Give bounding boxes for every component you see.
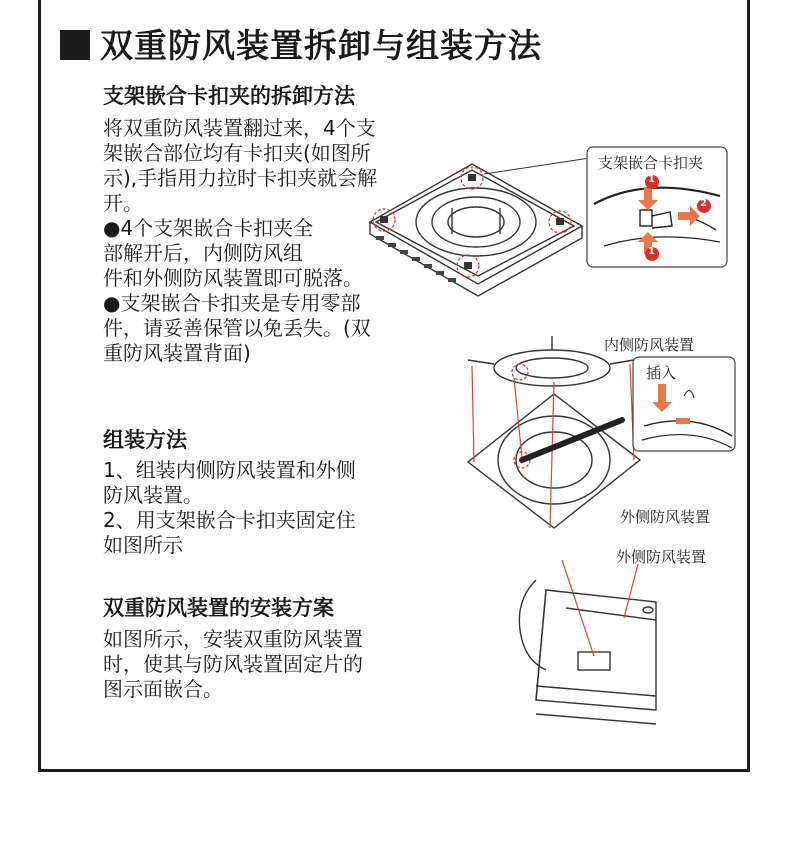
section-heading-removal: 支架嵌合卡扣夹的拆卸方法 — [103, 84, 355, 108]
outer-windshield-label-installation: 外侧防风装置 — [616, 548, 707, 566]
title-square-icon — [60, 30, 90, 60]
section-heading-assembly: 组装方法 — [103, 428, 187, 452]
step-marker-1-top: 1 — [648, 174, 655, 185]
step-marker-1-bottom: 1 — [648, 246, 655, 257]
section-heading-installation: 双重防风装置的安装方案 — [103, 596, 334, 620]
clip-callout-label: 支架嵌合卡扣夹 — [598, 154, 704, 172]
page-title-text: 双重防风装置拆卸与组装方法 — [100, 26, 542, 65]
outer-windshield-label-assembly: 外侧防风装置 — [620, 508, 711, 526]
installation-instructions: 如图所示，安装双重防风装置 时，使其与防风装置固定片的 图示面嵌合。 — [103, 627, 363, 701]
assembly-illustration — [462, 332, 642, 532]
insert-label: 插入 — [646, 364, 677, 382]
assembly-instructions: 1、组装内侧防风装置和外侧 防风装置。 2、用支架嵌合卡扣夹固定住 如图所示 — [103, 458, 356, 557]
step-marker-2: 2 — [700, 198, 707, 209]
inner-windshield-label: 内侧防风装置 — [604, 336, 695, 354]
removal-instructions: 将双重防风装置翻过来，4个支 架嵌合部位均有卡扣夹(如图所 示),手指用力拉时卡扣夹就会解 开。 ●4个支架嵌合卡扣夹全 部解开后，内侧防风组 件和外侧防风装置即可脱落。 ●支架嵌合卡扣夹是专用零部 件，请妥善保管以免丢失。(双 重防风装置背面) — [103, 116, 378, 365]
windshield-back-illustration — [360, 150, 600, 290]
page-title — [60, 20, 542, 67]
installation-illustration — [506, 560, 672, 732]
